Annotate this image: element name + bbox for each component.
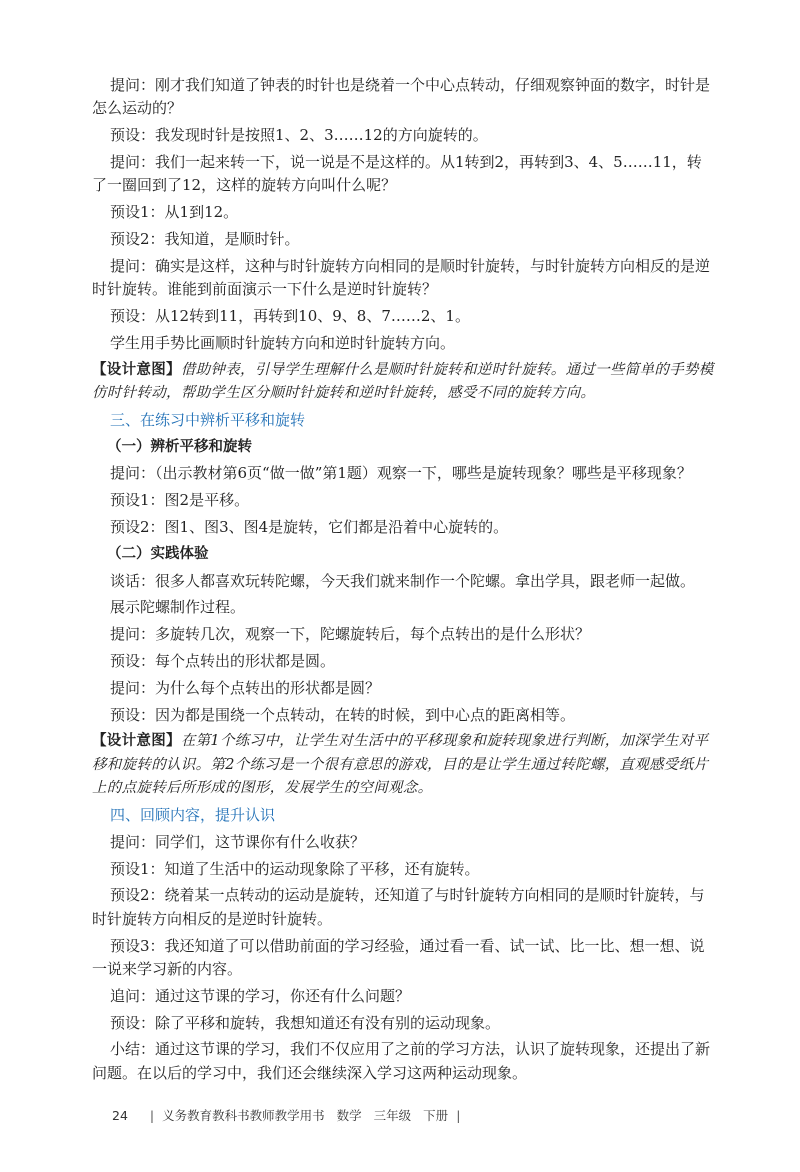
paragraph xyxy=(92,228,715,251)
footer-book-title: 义务教育教科书教师教学用书 xyxy=(162,1108,325,1123)
paragraph-text: 小结：通过这节课的学习，我们不仅应用了之前的学习方法，认识了旋转现象，还提出了新问题。在以后的学习中，我们还会继续深入学习这两种运动现象。 xyxy=(92,1040,711,1082)
paragraph-text: 预设1：图2是平移。 xyxy=(110,491,250,510)
section-heading-text: 三、在练习中辨析平移和旋转 xyxy=(110,410,306,429)
paragraph xyxy=(92,151,715,198)
paragraph-text: 提问：我们一起来转一下，说一说是不是这样的。从1转到2，再转到3、4、5……11，转了一圈回到了12，这样的旋转方向叫什么呢？ xyxy=(92,153,702,195)
paragraph xyxy=(92,677,715,700)
footer-divider: | xyxy=(149,1108,155,1123)
paragraph-text: 提问：确实是这样，这种与时针旋转方向相同的是顺时针旋转，与时针旋转方向相反的是逆时针旋转。谁能到前面演示一下什么是逆时针旋转？ xyxy=(92,256,711,299)
section-heading xyxy=(110,804,715,827)
paragraph-text: 谈话：很多人都喜欢玩转陀螺，今天我们就来制作一个陀螺。拿出学具，跟老师一起做。 xyxy=(110,571,696,590)
paragraph xyxy=(92,831,715,854)
subsection-heading xyxy=(107,543,715,566)
paragraph xyxy=(92,1038,715,1085)
design-intent-tag: 【设计意图】 xyxy=(92,733,181,750)
paragraph xyxy=(92,1012,715,1035)
paragraph xyxy=(92,462,715,485)
paragraph xyxy=(92,255,715,302)
paragraph xyxy=(92,124,715,147)
paragraph-text: 提问：同学们，这节课你有什么收获？ xyxy=(110,832,366,851)
paragraph-text: 预设：除了平移和旋转，我想知道还有没有别的运动现象。 xyxy=(110,1013,501,1032)
section-heading-text: 四、回顾内容，提升认识 xyxy=(110,805,276,824)
paragraph-text: 预设：从12转到11，再转到10、9、8、7……2、1。 xyxy=(110,307,470,325)
paragraph-text: 预设3：我还知道了可以借助前面的学习经验，通过看一看、试一试、比一比、想一想、说一说来学习新的内容。 xyxy=(92,936,705,978)
paragraph xyxy=(92,596,715,619)
paragraph xyxy=(92,516,715,539)
paragraph-text: 预设2：绕着某一点转动的运动是旋转，还知道了与时针旋转方向相同的是顺时针旋转，与时针旋转方向相反的是逆时针旋转。 xyxy=(92,886,705,928)
paragraph xyxy=(92,623,715,646)
footer-grade: 三年级 xyxy=(373,1108,412,1123)
paragraph-text: 预设：我发现时针是按照1、2、3……12的方向旋转的。 xyxy=(110,126,488,145)
section-heading xyxy=(110,409,715,432)
subsection-heading-text: （一）辨析平移和旋转 xyxy=(107,438,252,455)
footer-divider-end: | xyxy=(456,1108,461,1123)
paragraph-text: 提问：刚才我们知道了钟表的时针也是绕着一个中心点转动，仔细观察钟面的数字，时针是怎么运动的？ xyxy=(92,76,711,118)
design-intent-tag: 【设计意图】 xyxy=(92,361,181,378)
page-footer xyxy=(112,1106,468,1124)
paragraph xyxy=(92,985,715,1008)
paragraph-text: 预设1：从1到12。 xyxy=(110,203,239,222)
paragraph-text: 预设：因为都是围绕一个点转动，在转的时候，到中心点的距离相等。 xyxy=(110,705,576,724)
paragraph xyxy=(92,332,715,355)
paragraph-text: 追问：通过这节课的学习，你还有什么问题？ xyxy=(110,986,411,1005)
paragraph-text: 提问：多旋转几次，观察一下，陀螺旋转后，每个点转出的是什么形状？ xyxy=(110,625,591,644)
footer-volume: 下册 xyxy=(423,1108,449,1123)
subsection-heading xyxy=(107,436,715,459)
paragraph xyxy=(92,305,715,328)
paragraph xyxy=(92,201,715,224)
paragraph-text: 预设2：我知道，是顺时针。 xyxy=(110,230,300,248)
paragraph-text: 预设1：知道了生活中的运动现象除了平移，还有旋转。 xyxy=(110,859,480,878)
footer-subject: 数学 xyxy=(336,1108,362,1123)
paragraph xyxy=(92,935,715,982)
paragraph-text: 提问：为什么每个点转出的形状都是圆？ xyxy=(110,678,381,697)
design-intent-text: 借助钟表，引导学生理解什么是顺时针旋转和逆时针旋转。通过一些简单的手势模仿时针转动，帮助学生区分顺时针旋转和逆时针旋转，感受不同的旋转方向。 xyxy=(92,361,714,401)
paragraph-text: 提问：（出示教材第6页“做一做”第1题）观察一下，哪些是旋转现象？哪些是平移现象？ xyxy=(110,464,692,483)
subsection-heading-text: （二）实践体验 xyxy=(107,545,209,562)
paragraph-text: 展示陀螺制作过程。 xyxy=(110,598,246,617)
design-intent-note xyxy=(92,359,715,406)
page-number: 24 xyxy=(112,1108,128,1123)
paragraph-text: 预设2：图1、图3、图4是旋转，它们都是沿着中心旋转的。 xyxy=(110,517,509,536)
paragraph-text: 预设：每个点转出的形状都是圆。 xyxy=(110,651,336,670)
paragraph xyxy=(92,858,715,881)
paragraph xyxy=(92,884,715,931)
paragraph xyxy=(92,704,715,727)
page-content xyxy=(92,74,715,1089)
paragraph xyxy=(92,74,715,121)
paragraph-text: 学生用手势比画顺时针旋转方向和逆时针旋转方向。 xyxy=(110,333,456,352)
design-intent-note xyxy=(92,730,715,800)
paragraph xyxy=(92,489,715,512)
design-intent-text: 在第1个练习中，让学生对生活中的平移现象和旋转现象进行判断，加深学生对平移和旋转的认识。第2个练习是一个很有意思的游戏，目的是让学生通过转陀螺，直观感受纸片上的点旋转后所形成的图形，发展学生的空间观念。 xyxy=(92,733,709,797)
paragraph xyxy=(92,650,715,673)
paragraph xyxy=(92,570,715,593)
